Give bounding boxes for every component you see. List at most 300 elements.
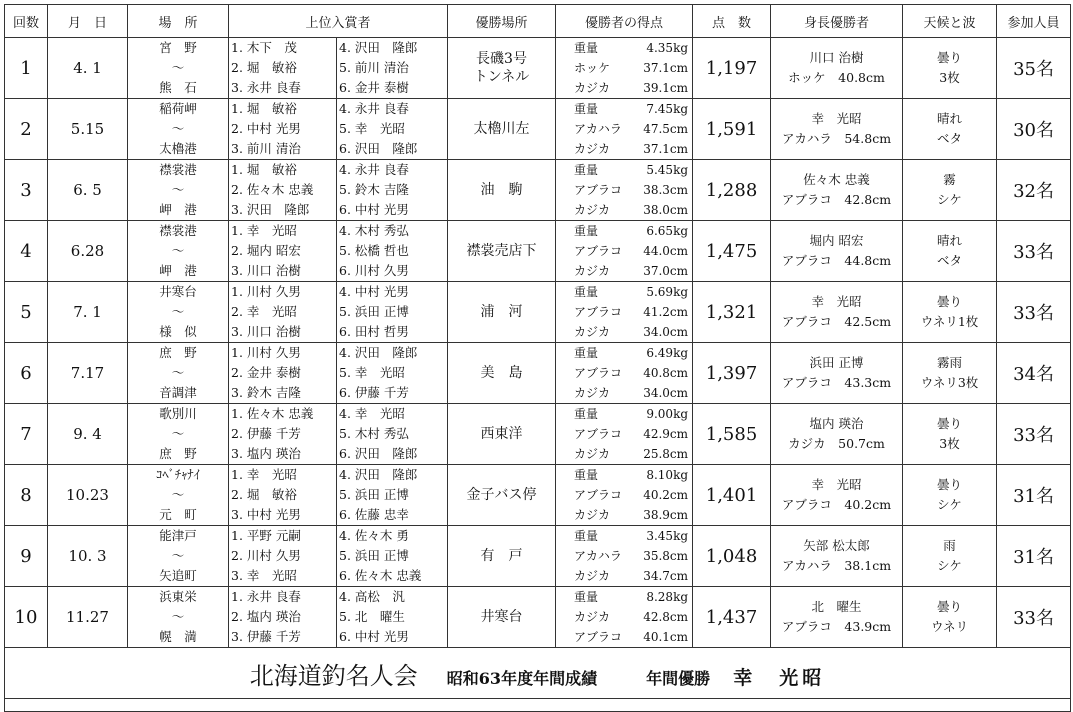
place-line: 岬 港 [159,202,197,217]
table-row [5,404,1071,465]
score-line [556,58,692,78]
winning-place [448,465,556,526]
event-date: 11.27 [48,587,128,648]
tall-line: 佐々木 忠義 [803,172,870,187]
event-date: 6. 5 [48,160,128,221]
round-number: 6 [5,343,48,404]
top-winners-1-3 [229,38,337,99]
score-label: 重量 [574,468,599,482]
winner-score [556,343,693,404]
score-value: 4.35kg [646,41,689,55]
place-line: 太櫓港 [159,141,197,156]
win_place-line: 美 島 [480,365,523,381]
place-line: 浜東栄 [159,589,197,604]
top2-line: 6. 川村 久男 [339,263,409,278]
score-value: 25.8cm [643,447,689,461]
length-winner [771,38,903,99]
top-line: 3. 川口 治樹 [231,324,301,339]
winning-place [448,343,556,404]
place-line: ～ [171,365,185,380]
place-line: ～ [171,182,185,197]
winning-place [448,160,556,221]
length-winner [771,404,903,465]
event-place [128,343,229,404]
participant-count: 31名 [997,465,1071,526]
top-line: 2. 中村 光男 [231,121,301,136]
score-value: 39.1cm [643,81,689,95]
round-number: 9 [5,526,48,587]
score-label: アブラコ [574,244,623,258]
top-winners-1-3 [229,221,337,282]
round-number: 1 [5,38,48,99]
weather-line: ベタ [937,131,963,146]
event-date: 4. 1 [48,38,128,99]
winning-place [448,404,556,465]
score-value: 37.1cm [643,61,689,75]
top-winners-4-6 [337,404,448,465]
event-place [128,404,229,465]
score-line [556,282,692,302]
event-place [128,526,229,587]
score-line [556,404,692,424]
top-line: 3. 川口 治樹 [231,263,301,278]
weather-line: ベタ [937,253,963,268]
score-value: 38.3cm [643,183,689,197]
tall-line: 幸 光昭 [811,111,862,126]
place-line: 熊 石 [159,80,197,95]
weather-waves [903,587,997,648]
score-value: 35.8cm [643,549,689,563]
winner-score [556,221,693,282]
score-label: 重量 [574,285,599,299]
tall-line: アカハラ 38.1cm [781,558,892,573]
score-value: 40.2cm [643,488,689,502]
table-row [5,587,1071,648]
score-line [556,302,692,322]
top-line: 3. 中村 光男 [231,507,301,522]
place-line: 音調津 [159,385,197,400]
score-value: 8.28kg [646,590,689,604]
score-label: ホッケ [574,61,611,75]
top-winners-4-6 [337,465,448,526]
event-date: 10.23 [48,465,128,526]
weather-line: 霧 [943,172,956,187]
winning-place [448,38,556,99]
score-line [556,160,692,180]
weather-line: シケ [937,558,962,573]
top-line: 1. 木下 茂 [231,40,297,55]
score-label: カジカ [574,610,611,624]
win_place-line: 長磯3号 [476,51,527,67]
round-number: 7 [5,404,48,465]
table-row [5,526,1071,587]
win_place-line: 井寒台 [480,609,523,625]
top2-line: 6. 金井 泰樹 [339,80,409,95]
top-line: 1. 幸 光昭 [231,223,297,238]
score-label: カジカ [574,203,611,217]
tall-line: 矢部 松太郎 [803,538,870,553]
score-label: アブラコ [574,630,623,644]
weather-waves [903,465,997,526]
top2-line: 6. 沢田 隆郎 [339,446,418,461]
score-label: アブラコ [574,488,623,502]
win_place-line: 太櫓川左 [473,121,530,137]
place-line: 元 町 [159,507,197,522]
top-winners-4-6 [337,282,448,343]
season-title: 昭和63年度年間成績 [446,668,598,688]
score-line [556,526,692,546]
top-line: 1. 堀 敏裕 [231,162,297,177]
top-line: 2. 堀内 昭宏 [231,243,301,258]
club-name: 北海道釣名人会 [249,661,418,690]
score-line [556,99,692,119]
top2-line: 5. 木村 秀弘 [339,426,409,441]
table-row [5,465,1071,526]
header-participants: 参加人員 [997,5,1071,38]
top2-line: 4. 幸 光昭 [339,406,405,421]
place-line: 能津戸 [159,528,197,543]
weather-line: シケ [937,192,962,207]
length-winner [771,282,903,343]
top2-line: 6. 中村 光男 [339,202,409,217]
score-value: 6.49kg [646,346,689,360]
weather-line: 3枚 [939,436,960,451]
event-date: 5.15 [48,99,128,160]
top2-line: 5. 浜田 正博 [339,548,409,563]
weather-waves [903,282,997,343]
score-line [556,221,692,241]
score-value: 34.0cm [643,386,689,400]
top-line: 2. 伊藤 千芳 [231,426,301,441]
points: 1,048 [693,526,771,587]
top-line: 1. 幸 光昭 [231,467,297,482]
place-line: ～ [171,304,185,319]
win_place-line: 有 戸 [480,548,523,564]
weather-line: 曇り [937,50,963,65]
score-line [556,627,692,647]
place-line: 襟裳港 [159,162,197,177]
score-value: 3.45kg [646,529,689,543]
place-line: 稲荷岬 [159,101,197,116]
table-row [5,221,1071,282]
weather-line: 曇り [937,599,963,614]
event-place [128,587,229,648]
event-place [128,38,229,99]
score-line [556,607,692,627]
top2-line: 6. 田村 哲男 [339,324,409,339]
weather-line: 曇り [937,416,963,431]
participant-count: 33名 [997,404,1071,465]
event-date: 6.28 [48,221,128,282]
top2-line: 5. 松橋 哲也 [339,243,409,258]
top-line: 3. 沢田 隆郎 [231,202,310,217]
table-row [5,99,1071,160]
points: 1,475 [693,221,771,282]
top-line: 2. 堀 敏裕 [231,60,297,75]
top-line: 2. 幸 光昭 [231,304,297,319]
winning-place [448,587,556,648]
score-line [556,78,692,98]
weather-line: 曇り [937,477,963,492]
top-line: 1. 佐々木 忠義 [231,406,314,421]
tall-line: アブラコ 42.5cm [781,314,892,329]
score-label: カジカ [574,386,611,400]
header-place: 場 所 [128,5,229,38]
score-line [556,485,692,505]
score-label: カジカ [574,569,611,583]
results-table [4,4,1071,712]
score-value: 6.65kg [646,224,689,238]
score-value: 34.0cm [643,325,689,339]
score-value: 37.0cm [643,264,689,278]
score-label: 重量 [574,224,599,238]
tall-line: アブラコ 42.8cm [781,192,892,207]
top-winners-1-3 [229,99,337,160]
winning-place [448,282,556,343]
points: 1,591 [693,99,771,160]
top-line: 3. 伊藤 千芳 [231,629,301,644]
score-value: 47.5cm [643,122,689,136]
score-line [556,38,692,58]
weather-line: 霧雨 [937,355,963,370]
top-winners-4-6 [337,160,448,221]
place-line: 宮 野 [159,40,197,55]
participant-count: 34名 [997,343,1071,404]
winner-score [556,526,693,587]
top2-line: 5. 幸 光昭 [339,121,405,136]
winner-score [556,38,693,99]
winner-score [556,404,693,465]
place-line: 様 似 [159,324,197,339]
round-number: 3 [5,160,48,221]
place-line: 岬 港 [159,263,197,278]
place-line: ～ [171,609,185,624]
round-number: 2 [5,99,48,160]
top2-line: 5. 北 曜生 [339,609,405,624]
top2-line: 5. 浜田 正博 [339,304,409,319]
score-value: 44.0cm [643,244,689,258]
top2-line: 5. 浜田 正博 [339,487,409,502]
top-line: 3. 永井 良春 [231,80,301,95]
top-line: 3. 塩内 瑛治 [231,446,301,461]
length-winner [771,160,903,221]
place-line: ～ [171,60,185,75]
score-line [556,444,692,464]
top-line: 3. 幸 光昭 [231,568,297,583]
round-number: 8 [5,465,48,526]
winning-place [448,99,556,160]
score-value: 42.8cm [643,610,689,624]
score-line [556,180,692,200]
score-label: 重量 [574,346,599,360]
winning-place [448,526,556,587]
event-place [128,99,229,160]
win_place-line: 浦 河 [480,304,523,320]
weather-line: ウネリ [930,619,969,634]
top-line: 2. 佐々木 忠義 [231,182,314,197]
score-line [556,505,692,525]
top2-line: 4. 高松 汎 [339,589,405,604]
participant-count: 30名 [997,99,1071,160]
winner-score [556,587,693,648]
score-label: カジカ [574,447,611,461]
round-number: 4 [5,221,48,282]
event-date: 7.17 [48,343,128,404]
participant-count: 33名 [997,282,1071,343]
points: 1,397 [693,343,771,404]
points: 1,437 [693,587,771,648]
top2-line: 4. 永井 良春 [339,162,409,177]
top-line: 2. 金井 泰樹 [231,365,301,380]
top2-line: 4. 沢田 隆郎 [339,40,418,55]
header-row [5,5,1071,38]
score-label: カジカ [574,264,611,278]
place-line: ～ [171,487,185,502]
top-winners-1-3 [229,282,337,343]
tall-line: アカハラ 54.8cm [781,131,892,146]
table-row [5,282,1071,343]
event-place [128,282,229,343]
score-line [556,119,692,139]
top-line: 1. 堀 敏裕 [231,101,297,116]
top-winners-1-3 [229,587,337,648]
top-winners-4-6 [337,526,448,587]
tall-line: アブラコ 44.8cm [781,253,892,268]
round-number: 10 [5,587,48,648]
weather-line: 3枚 [939,70,960,85]
annual-champion-label: 年間優勝 [646,668,711,688]
tall-line: 浜田 正博 [809,355,864,370]
event-date: 7. 1 [48,282,128,343]
place-line: 襟裳港 [159,223,197,238]
weather-line: 雨 [943,538,956,553]
winning-place [448,221,556,282]
place-line: ～ [171,548,185,563]
score-value: 5.69kg [646,285,689,299]
score-label: カジカ [574,325,611,339]
points: 1,401 [693,465,771,526]
tall-line: カジカ 50.7cm [788,436,885,451]
tall-line: ホッケ 40.8cm [788,70,885,85]
footer-row [5,648,1071,699]
score-value: 40.1cm [643,630,689,644]
score-label: カジカ [574,81,611,95]
score-label: カジカ [574,508,611,522]
winner-score [556,99,693,160]
length-winner [771,99,903,160]
participant-count: 31名 [997,526,1071,587]
tall-line: アブラコ 40.2cm [781,497,892,512]
points: 1,288 [693,160,771,221]
score-value: 40.8cm [643,366,689,380]
weather-waves [903,99,997,160]
top-line: 2. 堀 敏裕 [231,487,297,502]
table-row [5,38,1071,99]
score-value: 7.45kg [646,102,689,116]
score-label: アカハラ [574,122,622,136]
score-label: アブラコ [574,427,623,441]
tall-line: 幸 光昭 [811,477,862,492]
event-date: 10. 3 [48,526,128,587]
score-label: 重量 [574,529,599,543]
top-winners-1-3 [229,465,337,526]
place-line: 井寒台 [159,284,197,299]
weather-waves [903,404,997,465]
top2-line: 6. 佐藤 忠幸 [339,507,409,522]
score-label: カジカ [574,142,611,156]
length-winner [771,221,903,282]
event-place [128,221,229,282]
top-winners-1-3 [229,404,337,465]
length-winner [771,526,903,587]
participant-count: 33名 [997,221,1071,282]
header-round: 回数 [5,5,48,38]
score-value: 34.7cm [643,569,689,583]
tall-line: 北 曜生 [811,599,862,614]
score-label: 重量 [574,590,599,604]
score-line [556,566,692,586]
event-place [128,465,229,526]
top2-line: 4. 沢田 隆郎 [339,467,418,482]
top-winners-4-6 [337,343,448,404]
weather-line: ウネリ3枚 [920,375,979,390]
top2-line: 4. 永井 良春 [339,101,409,116]
weather-waves [903,221,997,282]
win_place-line: 油 駒 [480,182,523,198]
score-label: アブラコ [574,305,623,319]
top-winners-1-3 [229,160,337,221]
score-label: アブラコ [574,183,623,197]
score-label: 重量 [574,163,599,177]
top2-line: 6. 伊藤 千芳 [339,385,409,400]
tall-line: 塩内 瑛治 [809,416,864,431]
top2-line: 5. 鈴木 吉隆 [339,182,409,197]
top-line: 3. 鈴木 吉隆 [231,385,301,400]
points: 1,197 [693,38,771,99]
weather-line: 晴れ [937,233,963,248]
header-top-winners: 上位入賞者 [229,5,448,38]
top-winners-4-6 [337,38,448,99]
weather-line: ウネリ1枚 [920,314,979,329]
top2-line: 6. 沢田 隆郎 [339,141,418,156]
score-value: 38.9cm [643,508,689,522]
top2-line: 4. 佐々木 勇 [339,528,409,543]
top2-line: 6. 中村 光男 [339,629,409,644]
top-line: 2. 川村 久男 [231,548,301,563]
score-line [556,465,692,485]
score-line [556,261,692,281]
top-line: 1. 川村 久男 [231,284,301,299]
tall-line: 川口 治樹 [809,50,864,65]
score-line [556,139,692,159]
event-place [128,160,229,221]
top2-line: 4. 木村 秀弘 [339,223,409,238]
place-line: ｺﾍﾞﾁｬﾅｲ [156,467,200,482]
place-line: ～ [171,243,185,258]
win_place-line: 西東洋 [480,426,523,442]
place-line: 庶 野 [159,446,197,461]
place-line: 歌別川 [159,406,197,421]
tall-line: 堀内 昭宏 [809,233,864,248]
tall-line: 幸 光昭 [811,294,862,309]
weather-line: 曇り [937,294,963,309]
score-label: アブラコ [574,366,623,380]
score-label: アカハラ [574,549,622,563]
win_place-line: 襟裳売店下 [466,243,537,259]
place-line: 幌 満 [159,629,197,644]
score-line [556,363,692,383]
weather-waves [903,526,997,587]
